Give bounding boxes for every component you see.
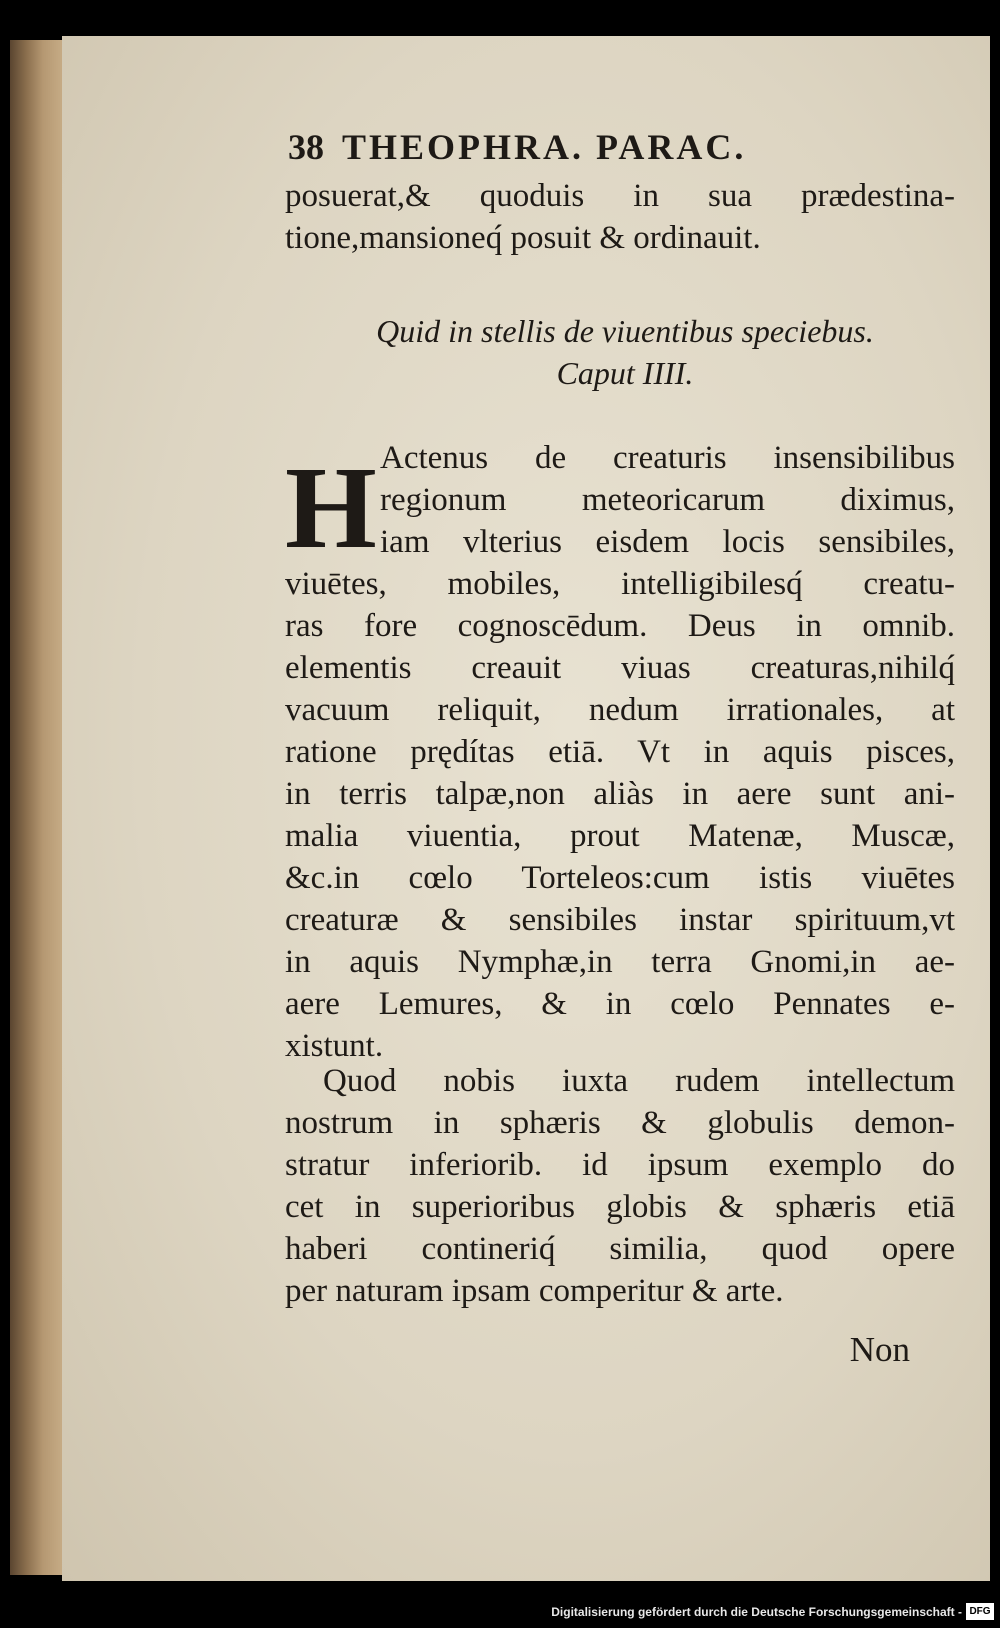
- page-edge: [10, 40, 65, 1575]
- page-number: 38: [288, 127, 324, 167]
- chapter-title: Quid in stellis de viuentibus speciebus.: [376, 313, 874, 349]
- text-line: ratione prędítas etiā. Vt in aquis pisces,: [285, 734, 955, 770]
- text-line: creaturæ & sensibiles instar spirituum,vt: [285, 902, 955, 938]
- running-title: THEOPHRA. PARAC.: [342, 127, 747, 167]
- text-line: Quod nobis iuxta rudem intellectum: [323, 1063, 955, 1099]
- text-line: nostrum in sphæris & globulis demon-: [285, 1105, 955, 1141]
- text-line: aere Lemures, & in cœlo Pennates e-: [285, 986, 955, 1022]
- text-line: stratur inferiorib. id ipsum exemplo do: [285, 1147, 955, 1183]
- text-line: tione,mansioneq́ posuit & ordinauit.: [285, 220, 761, 256]
- text-line: in terris talpæ,non aliàs in aere sunt ani-: [285, 776, 955, 812]
- continuation-text: [285, 175, 955, 259]
- footer-credit: Digitalisierung gefördert durch die Deutsche Forschungsgemeinschaft -: [551, 1605, 962, 1619]
- chapter-heading: [280, 310, 970, 394]
- text-line: cet in superioribus globis & sphæris etiā: [285, 1189, 955, 1225]
- paragraph-1: [285, 437, 955, 1067]
- text-line: regionum meteoricarum diximus,: [380, 482, 955, 518]
- text-line: posuerat,& quoduis in sua prædestina-: [285, 178, 955, 214]
- dfg-logo: DFG: [966, 1603, 994, 1620]
- text-line: iam vlterius eisdem locis sensibiles,: [380, 524, 955, 560]
- drop-cap-initial: H: [285, 442, 377, 573]
- text-line: Actenus de creaturis insensibilibus: [380, 440, 955, 476]
- text-line: in aquis Nymphæ,in terra Gnomi,in ae-: [285, 944, 955, 980]
- text-line: &c.in cœlo Torteleos:cum istis viuētes: [285, 860, 955, 896]
- text-line: haberi contineriq́ similia, quod opere: [285, 1231, 955, 1267]
- catchword: Non: [849, 1330, 910, 1369]
- text-line: xistunt.: [285, 1028, 384, 1064]
- text-line: vacuum reliquit, nedum irrationales, at: [285, 692, 955, 728]
- text-line: ras fore cognoscēdum. Deus in omnib.: [285, 608, 955, 644]
- text-line: viuētes, mobiles, intelligibilesq́ creatu-: [285, 566, 955, 602]
- running-header: [288, 126, 908, 168]
- chapter-caput: Caput IIII.: [556, 355, 694, 391]
- text-line: per naturam ipsam comperitur & arte.: [285, 1273, 784, 1309]
- text-line: elementis creauit viuas creaturas,nihilq́: [285, 650, 955, 686]
- paragraph-2: [285, 1060, 955, 1312]
- text-line: malia viuentia, prout Matenæ, Muscæ,: [285, 818, 955, 854]
